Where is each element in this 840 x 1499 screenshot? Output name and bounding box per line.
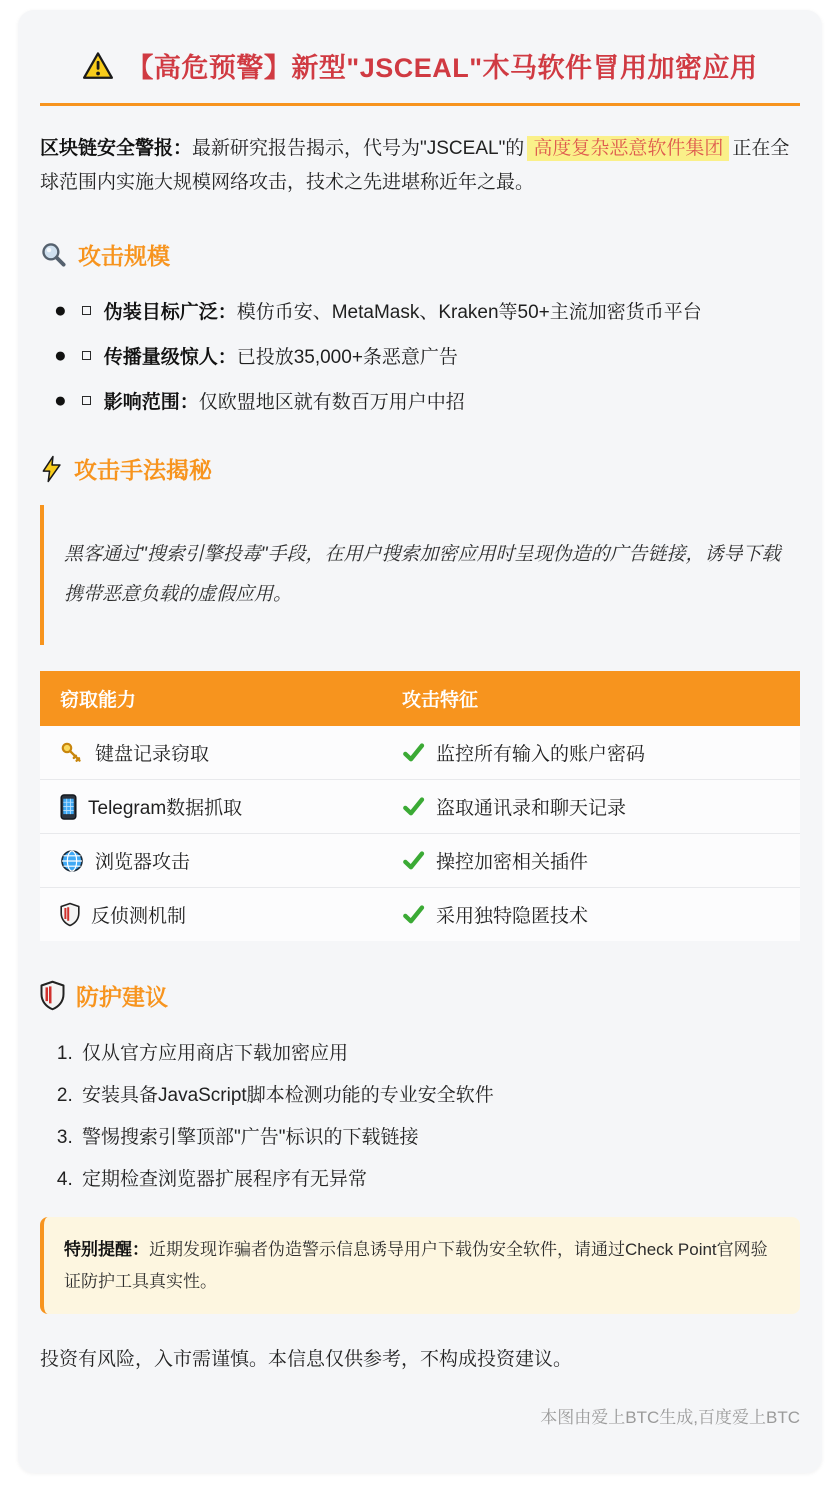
bullet-square-icon (82, 306, 91, 315)
feature-text: 盗取通讯录和聊天记录 (436, 798, 627, 820)
section-heading-attack-scale (40, 238, 800, 271)
protection-item: 4. 定期检查浏览器扩展程序有无异常 (78, 1164, 800, 1191)
shield-icon (40, 980, 65, 1011)
capabilities-table (40, 671, 800, 941)
page-title: 【高危预警】新型"JSCEAL"木马软件冒用加密应用 (126, 53, 758, 83)
protection-item: 3. 警惕搜索引擎顶部"广告"标识的下载链接 (78, 1122, 800, 1149)
table-row (40, 834, 800, 888)
intro-label: 区块链安全警报： (40, 138, 193, 159)
capability-text: Telegram数据抓取 (88, 798, 243, 820)
bullet-dot-icon: ● (54, 299, 67, 323)
protection-list (40, 1038, 800, 1191)
check-icon (402, 903, 425, 926)
title-divider (40, 103, 800, 106)
bullet-dot-icon: ● (54, 389, 67, 413)
page-title-row (40, 46, 800, 85)
method-quote-block: 黑客通过"搜索引擎投毒"手段，在用户搜索加密应用时呈现伪造的广告链接，诱导下载携带恶意负载的虚假应用。 (40, 505, 800, 645)
table-row (40, 780, 800, 834)
bullet-square-icon (82, 396, 91, 405)
section-title: 攻击规模 (78, 243, 170, 270)
lightning-icon (40, 455, 63, 483)
capability-text: 键盘记录窃取 (95, 744, 210, 766)
feature-text: 采用独特隐匿技术 (436, 906, 589, 928)
list-item-text: 影响范围：仅欧盟地区就有数百万用户中招 (103, 392, 465, 414)
key-icon (60, 741, 84, 765)
section-title: 攻击手法揭秘 (74, 457, 212, 484)
section-title: 防护建议 (76, 984, 168, 1011)
check-icon (402, 741, 425, 764)
feature-text: 操控加密相关插件 (436, 852, 589, 874)
highlight-text: 高度复杂恶意软件集团 (527, 136, 729, 161)
list-item (54, 342, 800, 369)
credit-text: 本图由爱上BTC生成,百度爱上BTC (540, 1408, 800, 1428)
table-header-feature: 攻击特征 (382, 671, 800, 726)
phone-icon (60, 794, 77, 820)
protection-item: 1. 仅从官方应用商店下载加密应用 (78, 1038, 800, 1065)
notice-label: 特别提醒： (64, 1240, 149, 1260)
check-icon (402, 795, 425, 818)
shield-icon (60, 902, 80, 927)
notice-box (40, 1217, 800, 1314)
attack-scale-list (40, 297, 800, 414)
notice-text: 近期发现诈骗者伪造警示信息诱导用户下载伪安全软件，请通过Check Point官网验证防护工具真实性。 (64, 1240, 768, 1291)
check-icon (402, 849, 425, 872)
table-row (40, 726, 800, 780)
intro-text-before: 最新研究报告揭示，代号为"JSCEAL"的 (192, 138, 525, 159)
capability-text: 浏览器攻击 (95, 852, 191, 874)
table-row (40, 888, 800, 942)
table-header-row (40, 671, 800, 726)
alert-card (18, 10, 822, 1473)
bullet-square-icon (82, 351, 91, 360)
disclaimer-text: 投资有风险，入市需谨慎。本信息仅供参考，不构成投资建议。 (40, 1349, 573, 1371)
feature-text: 监控所有输入的账户密码 (436, 744, 646, 766)
capability-text: 反侦测机制 (91, 906, 187, 928)
bullet-dot-icon: ● (54, 344, 67, 368)
table-header-capability: 窃取能力 (40, 671, 382, 726)
intro-paragraph (40, 132, 800, 200)
intro-text-after: 正在全球范围内实施大规模网络攻击，技术之先进堪称近年之最。 (40, 138, 790, 194)
globe-icon (60, 849, 84, 873)
magnifier-icon (40, 241, 67, 268)
list-item (54, 387, 800, 414)
section-heading-attack-method (40, 452, 800, 485)
list-item-text: 传播量级惊人：已投放35,000+条恶意广告 (103, 347, 458, 369)
section-heading-protection (40, 979, 800, 1012)
list-item-text: 伪装目标广泛：模仿币安、MetaMask、Kraken等50+主流加密货币平台 (103, 302, 702, 324)
warning-triangle-icon (82, 50, 114, 82)
list-item (54, 297, 800, 324)
protection-item: 2. 安装具备JavaScript脚本检测功能的专业安全软件 (78, 1080, 800, 1107)
